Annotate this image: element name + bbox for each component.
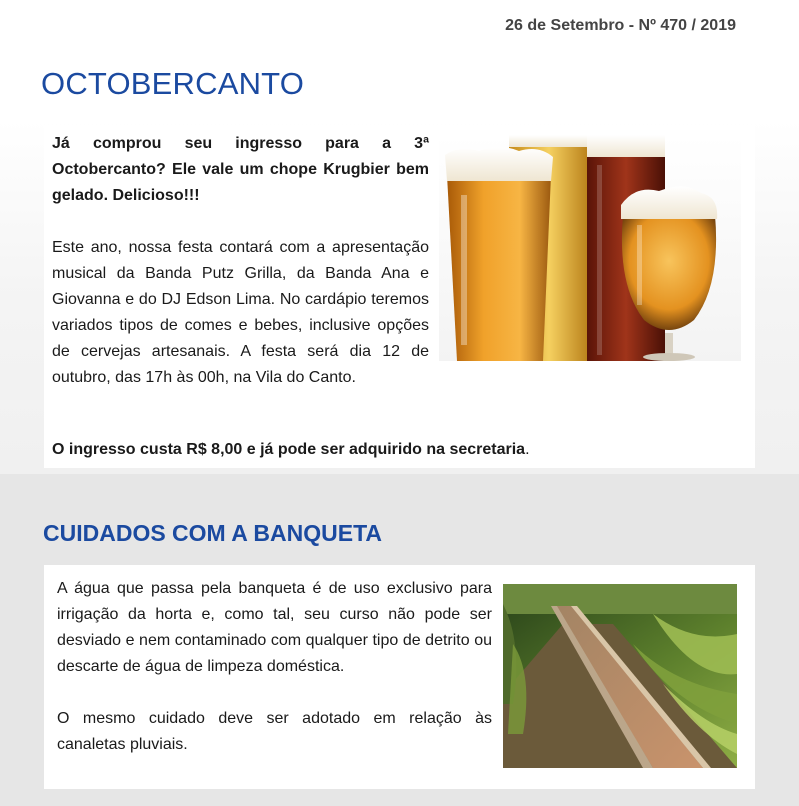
octobercanto-text bbox=[52, 131, 429, 417]
octobercanto-title: OCTOBERCANTO bbox=[41, 66, 305, 101]
banqueta-section bbox=[0, 474, 799, 806]
octobercanto-intro: Já comprou seu ingresso para a 3ª Octobercanto? Ele vale um chope Krugbier bem gelado. Delicioso!!! bbox=[52, 135, 429, 204]
banqueta-card bbox=[44, 565, 755, 789]
banqueta-title: CUIDADOS COM A BANQUETA bbox=[43, 520, 383, 546]
octobercanto-body: Este ano, nossa festa contará com a apresentação musical da Banda Putz Grilla, da Banda Ana e Giovanna e do DJ Edson Lima. No cardápio teremos variados tipos de comes e bebes, inclusive opções de cervejas artesanais. A festa será dia 12 de outubro, das 17h às 00h, na Vila do Canto. bbox=[52, 239, 429, 386]
beer-glasses-illustration bbox=[439, 135, 741, 361]
ticket-info bbox=[52, 437, 752, 463]
issue-date: 26 de Setembro - Nº 470 / 2019 bbox=[505, 17, 736, 34]
irrigation-canal-illustration bbox=[503, 584, 737, 768]
beer-glasses-image bbox=[439, 135, 741, 361]
ticket-period: . bbox=[525, 441, 530, 458]
banqueta-text bbox=[57, 576, 492, 784]
irrigation-canal-image bbox=[503, 584, 737, 768]
ticket-text: O ingresso custa R$ 8,00 e já pode ser adquirido na secretaria bbox=[52, 441, 526, 458]
octobercanto-card bbox=[44, 125, 755, 468]
banqueta-paragraph-2: O mesmo cuidado deve ser adotado em relação às canaletas pluviais. bbox=[57, 710, 492, 753]
banqueta-paragraph-1: A água que passa pela banqueta é de uso exclusivo para irrigação da horta e, como tal, seu curso não pode ser desviado e nem contaminado com qualquer tipo de detrito ou descarte de água de limpeza doméstica. bbox=[57, 580, 492, 675]
